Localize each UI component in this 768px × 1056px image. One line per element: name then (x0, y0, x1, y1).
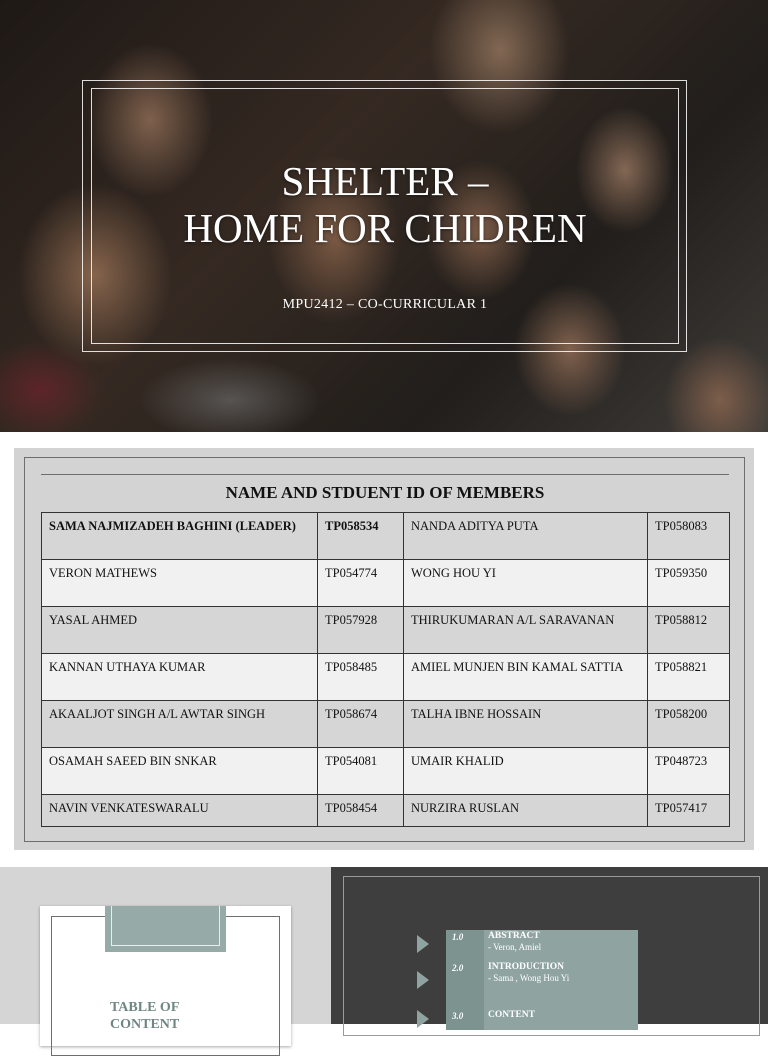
member-name-cell: AMIEL MUNJEN BIN KAMAL SATTIA (404, 654, 648, 701)
member-id-cell: TP058674 (318, 701, 404, 748)
member-id-cell: TP058454 (318, 795, 404, 827)
member-name-cell: SAMA NAJMIZADEH BAGHINI (LEADER) (42, 513, 318, 560)
member-row (42, 607, 730, 654)
member-name-cell: AKAALJOT SINGH A/L AWTAR SINGH (42, 701, 318, 748)
member-id-cell: TP048723 (648, 748, 730, 795)
member-name-cell: UMAIR KHALID (404, 748, 648, 795)
toc-item-label: INTRODUCTION (488, 962, 565, 972)
member-name-cell: TALHA IBNE HOSSAIN (404, 701, 648, 748)
member-row (42, 654, 730, 701)
member-name-cell: NANDA ADITYA PUTA (404, 513, 648, 560)
toc-item-number: 2.0 (452, 963, 464, 973)
toc-list-panel (446, 930, 638, 1030)
toc-title: TABLE OF CONTENT (110, 1000, 180, 1032)
member-id-cell: TP058083 (648, 513, 730, 560)
cover-title-line2: HOME FOR CHIDREN (183, 205, 587, 251)
member-row (42, 560, 730, 607)
member-name-cell: WONG HOU YI (404, 560, 648, 607)
toc-item-number: 3.0 (452, 1011, 464, 1021)
toc-item-label: ABSTRACT (488, 931, 540, 941)
toc-item-1 (446, 930, 638, 960)
members-table (41, 512, 730, 827)
toc-card (40, 906, 291, 1046)
toc-card-slide (0, 867, 331, 1032)
member-name-cell: VERON MATHEWS (42, 560, 318, 607)
member-id-cell: TP059350 (648, 560, 730, 607)
member-name-cell: NAVIN VENKATESWARALU (42, 795, 318, 827)
toc-list-slide (331, 867, 768, 1024)
member-id-cell: TP058812 (648, 607, 730, 654)
toc-item-3 (446, 1009, 638, 1039)
toc-item-number: 1.0 (452, 932, 464, 942)
member-row (42, 701, 730, 748)
member-name-cell: NURZIRA RUSLAN (404, 795, 648, 827)
toc-arrow-1-icon (417, 935, 429, 953)
members-frame (24, 457, 745, 842)
member-id-cell: TP058821 (648, 654, 730, 701)
member-id-cell: TP057928 (318, 607, 404, 654)
toc-card-tab (105, 906, 226, 952)
members-heading: NAME AND STDUENT ID OF MEMBERS (41, 474, 729, 512)
member-name-cell: KANNAN UTHAYA KUMAR (42, 654, 318, 701)
member-row (42, 748, 730, 795)
cover-title (91, 158, 679, 252)
toc-item-2 (446, 961, 638, 991)
toc-card-tab-border (111, 906, 220, 946)
member-id-cell: TP054774 (318, 560, 404, 607)
member-name-cell: THIRUKUMARAN A/L SARAVANAN (404, 607, 648, 654)
cover-subtitle: MPU2412 – CO-CURRICULAR 1 (282, 297, 488, 312)
member-id-cell: TP058200 (648, 701, 730, 748)
member-row (42, 513, 730, 560)
toc-item-names: - Sama , Wong Hou Yi (488, 973, 570, 983)
toc-item-names: - Veron, Amiel (488, 942, 542, 952)
toc-arrow-2-icon (417, 971, 429, 989)
member-row (42, 795, 730, 827)
cover-title-line1: SHELTER – (281, 158, 489, 204)
toc-arrow-3-icon (417, 1010, 429, 1028)
members-table-wrap (41, 474, 729, 827)
member-id-cell: TP058485 (318, 654, 404, 701)
member-name-cell: YASAL AHMED (42, 607, 318, 654)
member-id-cell: TP054081 (318, 748, 404, 795)
toc-item-label: CONTENT (488, 1010, 535, 1020)
members-slide (14, 448, 754, 850)
cover-slide (0, 0, 768, 432)
member-id-cell: TP058534 (318, 513, 404, 560)
member-name-cell: OSAMAH SAEED BIN SNKAR (42, 748, 318, 795)
member-id-cell: TP057417 (648, 795, 730, 827)
